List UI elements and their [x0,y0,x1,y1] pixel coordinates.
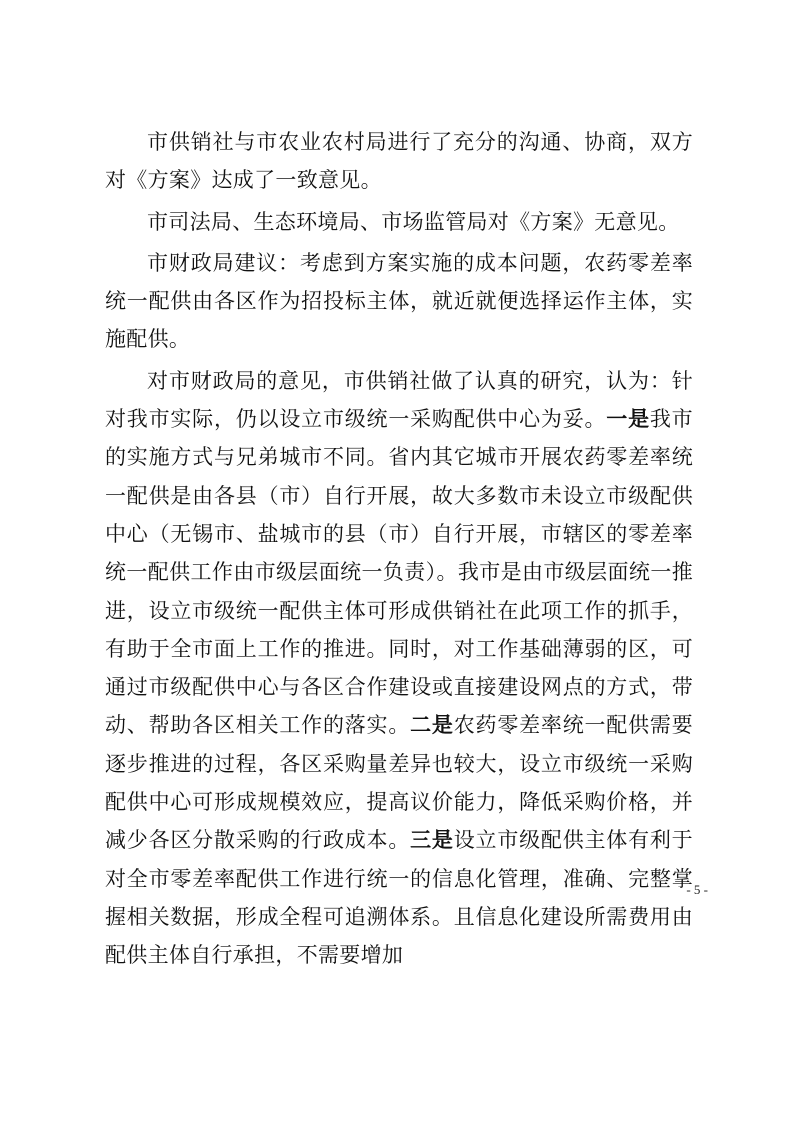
paragraph-consultation [105,123,693,200]
paragraph-finance-suggestion [105,244,693,359]
text-segment: 我市的实施方式与兄弟城市不同。省内其它城市开展农药零差率统一配供是由各县（市）自行开展，故大多数市未设立市级配供中心（无锡市、盐城市的县（市）自行开展，市辖区的零差率统一配供工作由市级层面统一负责）。我市是由市级层面统一推进，设立市级统一配供主体可形成供销社在此项工作的抓手，有助于全市面上工作的推进。同时，对工作基础薄弱的区，可通过市级配供中心与各区合作建设或直接建设网点的方式，带动、帮助各区相关工作的落实。 [105,407,693,738]
paragraph-response [105,362,693,975]
body-text [105,123,693,975]
text-segment: 市财政局建议：考虑到方案实施的成本问题，农药零差率统一配供由各区作为招投标主体，就近就便选择运作主体，实施配供。 [105,250,693,352]
paragraph-no-objection [105,203,693,241]
point-one-label: 一是 [606,406,650,432]
text-segment: 市供销社与市农业农村局进行了充分的沟通、协商，双方对《方案》达成了一致意见。 [105,130,693,193]
text-segment: 农药零差率统一配供需要逐步推进的过程，各区采购量差异也较大，设立市级统一采购配供中心可形成规模效应，提高议价能力，降低采购价格，并减少各区分散采购的行政成本。 [105,713,693,853]
text-segment: 设立市级配供主体有利于对全市零差率配供工作进行统一的信息化管理，准确、完整掌握相关数据，形成全程可追溯体系。且信息化建设所需费用由配供主体自行承担，不需要增加 [105,828,693,968]
page-number: - 5 - [686,882,708,897]
point-two-label: 二是 [410,712,454,738]
text-segment: 对市财政局的意见，市供销社做了认真的研究，认为：针对我市实际，仍以设立市级统一采购配供中心为妥。 [105,368,693,432]
text-segment: 市司法局、生态环境局、市场监管局对《方案》无意见。 [147,209,680,234]
point-three-label: 三是 [410,827,454,853]
